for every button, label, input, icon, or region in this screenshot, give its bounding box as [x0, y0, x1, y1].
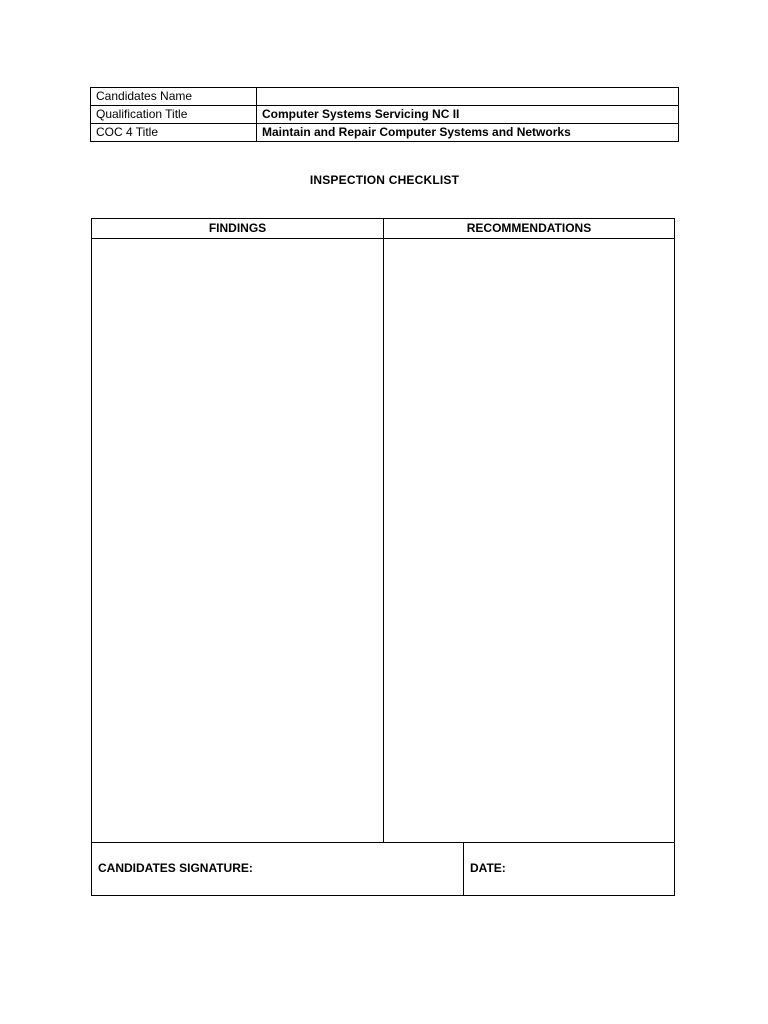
findings-header: FINDINGS — [208, 221, 267, 235]
candidate-name-row — [91, 88, 679, 106]
recommendations-header: RECOMMENDATIONS — [466, 221, 592, 235]
coc-row — [91, 124, 679, 142]
candidate-name-label: Candidates Name — [91, 88, 257, 106]
candidate-name-field — [257, 88, 679, 106]
date-label: DATE: — [470, 861, 506, 875]
coc-title-label: COC 4 Title — [91, 124, 257, 142]
footer-divider-line — [92, 842, 674, 843]
qualification-row — [91, 106, 679, 124]
qualification-title-value: Computer Systems Servicing NC II — [257, 106, 679, 124]
candidate-info-table — [90, 87, 679, 142]
qualification-title-label: Qualification Title — [91, 106, 257, 124]
footer-column-divider — [463, 842, 464, 895]
column-divider — [383, 219, 384, 842]
page-title: INSPECTION CHECKLIST — [309, 173, 460, 187]
coc-title-value: Maintain and Repair Computer Systems and Networks — [257, 124, 679, 142]
candidate-signature-label: CANDIDATES SIGNATURE: — [98, 861, 253, 875]
inspection-checklist-table — [91, 218, 675, 896]
